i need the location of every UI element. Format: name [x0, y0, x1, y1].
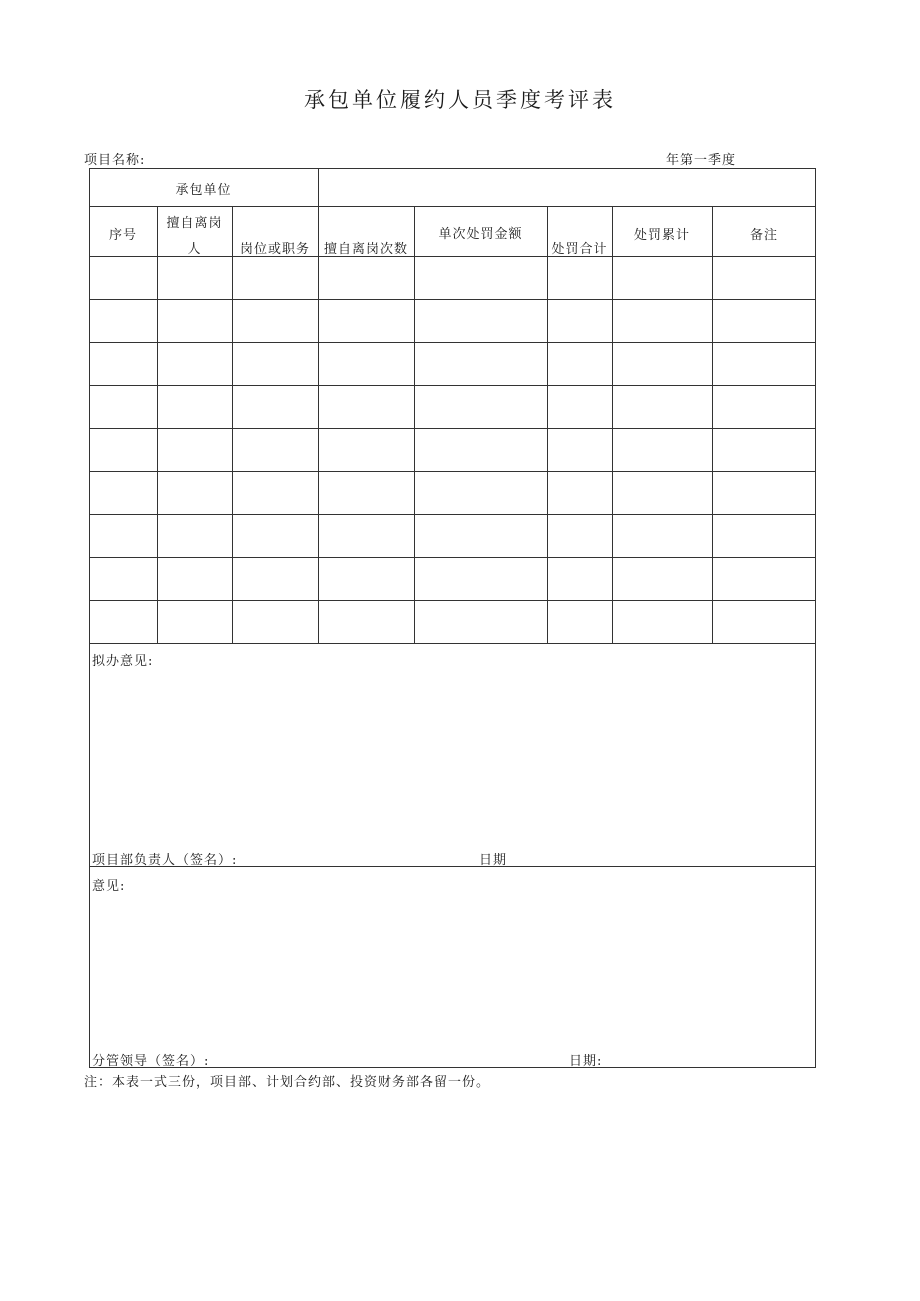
col-header-position: 岗位或职务: [239, 242, 310, 257]
row-divider: [89, 600, 816, 601]
evaluation-form: [89, 168, 816, 1068]
col-divider: [712, 206, 713, 643]
col-header-remarks: 备注: [749, 228, 778, 243]
row-divider: [89, 471, 816, 472]
col-divider: [318, 206, 319, 643]
col-header-absentee: 擅自离岗: [166, 216, 223, 231]
col-header-penalty-total: 处罚合计: [551, 242, 608, 257]
col-header-penalty-cumulative: 处罚累计: [633, 228, 690, 243]
col-divider: [612, 206, 613, 643]
proposal-label: 拟办意见:: [92, 654, 154, 669]
quarter-label: 年第一季度: [666, 153, 737, 168]
footnote: 注：本表一式三份，项目部、计划合约部、投资财务部各留一份。: [84, 1075, 491, 1090]
opinion-date-label: 日期:: [569, 1054, 603, 1069]
row-divider: [89, 514, 816, 515]
row-divider: [89, 643, 816, 644]
col-header-absence-count: 擅自离岗次数: [323, 242, 408, 257]
unit-label: 承包单位: [175, 183, 232, 198]
proposal-signer-label: 项目部负责人（签名）:: [92, 853, 238, 868]
opinion-label: 意见:: [92, 879, 126, 894]
row-divider: [89, 342, 816, 343]
row-divider: [89, 428, 816, 429]
col-divider: [414, 206, 415, 643]
col-header-index: 序号: [108, 228, 137, 243]
page-title: 承包单位履约人员季度考评表: [304, 88, 616, 112]
row-divider: [89, 299, 816, 300]
row-divider: [89, 385, 816, 386]
row-divider: [89, 206, 816, 207]
opinion-signer-label: 分管领导（签名）:: [92, 1054, 210, 1069]
col-divider: [157, 206, 158, 643]
col-header-absentee-line2: 人: [187, 242, 202, 257]
row-divider: [89, 557, 816, 558]
col-divider: [547, 206, 548, 643]
col-divider: [232, 206, 233, 643]
col-header-single-penalty: 单次处罚金额: [438, 227, 523, 242]
unit-divider: [318, 168, 319, 206]
project-name-label: 项目名称:: [84, 153, 146, 168]
proposal-date-label: 日期: [479, 853, 508, 868]
